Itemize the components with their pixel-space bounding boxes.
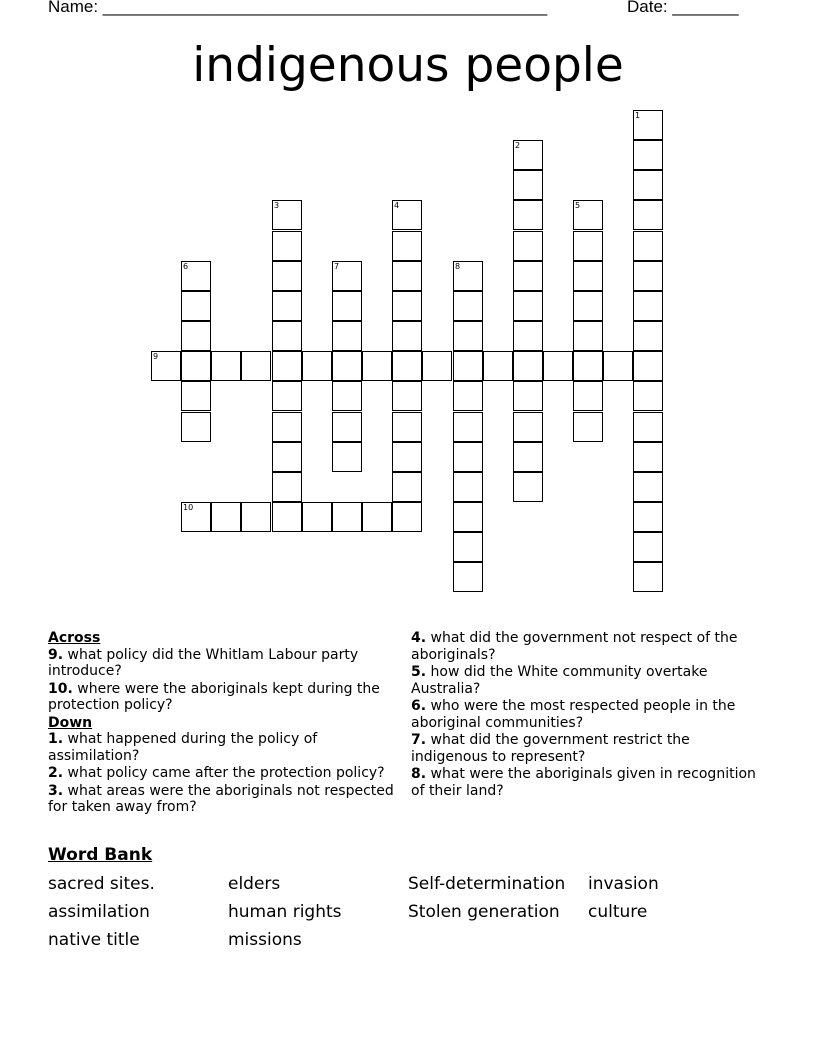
crossword-cell[interactable] xyxy=(392,200,422,230)
crossword-cell[interactable] xyxy=(332,442,362,472)
crossword-cell[interactable] xyxy=(513,261,543,291)
clue-number: 7. xyxy=(411,732,427,748)
crossword-cell[interactable] xyxy=(633,412,663,442)
crossword-cell[interactable] xyxy=(272,502,302,532)
crossword-cell[interactable] xyxy=(453,442,483,472)
crossword-cell[interactable] xyxy=(272,321,302,351)
word-bank-item: native title xyxy=(48,930,140,950)
crossword-cell[interactable] xyxy=(181,351,211,381)
crossword-cell[interactable] xyxy=(453,472,483,502)
word-bank-item: elders xyxy=(228,874,281,894)
clue-number: 2. xyxy=(48,765,64,781)
crossword-cell[interactable] xyxy=(181,381,211,411)
crossword-cell[interactable] xyxy=(362,502,392,532)
crossword-cell[interactable] xyxy=(573,321,603,351)
crossword-cell[interactable] xyxy=(272,231,302,261)
down-heading: Down xyxy=(48,714,93,731)
crossword-cell[interactable] xyxy=(332,412,362,442)
clue-number-label: 1 xyxy=(635,111,641,120)
across-heading: Across xyxy=(48,630,101,646)
crossword-cell[interactable] xyxy=(272,261,302,291)
clue-text: where were the aboriginals kept during the protection policy? xyxy=(48,680,380,713)
crossword-cell[interactable] xyxy=(633,351,663,381)
crossword-cell[interactable] xyxy=(633,170,663,200)
crossword-cell[interactable] xyxy=(392,412,422,442)
puzzle-title: indigenous people xyxy=(192,38,624,93)
crossword-cell[interactable] xyxy=(513,412,543,442)
word-bank-item: human rights xyxy=(228,902,342,922)
crossword-cell[interactable] xyxy=(272,381,302,411)
date-field[interactable]: Date: _______ xyxy=(627,0,739,16)
clue-text: who were the most respected people in the aboriginal communities? xyxy=(411,698,736,731)
crossword-cell[interactable] xyxy=(211,351,241,381)
crossword-cell[interactable] xyxy=(573,351,603,381)
crossword-cell[interactable] xyxy=(513,351,543,381)
crossword-cell[interactable] xyxy=(513,231,543,261)
crossword-cell[interactable] xyxy=(392,442,422,472)
crossword-cell[interactable] xyxy=(332,321,362,351)
crossword-cell[interactable] xyxy=(181,502,211,532)
crossword-cell[interactable] xyxy=(633,562,663,592)
crossword-cell[interactable] xyxy=(392,261,422,291)
crossword-cell[interactable] xyxy=(302,351,332,381)
clue-number-label: 7 xyxy=(334,262,340,271)
clue-text: what policy came after the protection policy? xyxy=(67,765,385,781)
clue-down-8 xyxy=(411,766,761,799)
crossword-cell[interactable] xyxy=(332,381,362,411)
crossword-cell[interactable] xyxy=(633,200,663,230)
crossword-cell[interactable] xyxy=(573,412,603,442)
crossword-cell[interactable] xyxy=(392,291,422,321)
crossword-cell[interactable] xyxy=(633,321,663,351)
crossword-cell[interactable] xyxy=(573,261,603,291)
crossword-cell[interactable] xyxy=(513,381,543,411)
clue-number: 8. xyxy=(411,766,427,782)
crossword-cell[interactable] xyxy=(633,140,663,170)
clue-number: 6. xyxy=(411,698,427,714)
crossword-cell[interactable] xyxy=(181,261,211,291)
clue-number-label: 3 xyxy=(274,201,280,210)
clue-number-label: 8 xyxy=(455,262,461,271)
clue-text: what did the government restrict the indigenous to represent? xyxy=(411,732,690,765)
clue-text: what areas were the aboriginals not respected for taken away from? xyxy=(48,782,394,815)
crossword-cell[interactable] xyxy=(513,472,543,502)
crossword-cell[interactable] xyxy=(543,351,573,381)
clues-left-column xyxy=(48,630,404,817)
crossword-cell[interactable] xyxy=(573,200,603,230)
clue-text: how did the White community overtake Australia? xyxy=(411,664,708,697)
crossword-cell[interactable] xyxy=(573,291,603,321)
crossword-cell[interactable] xyxy=(272,351,302,381)
crossword-cell[interactable] xyxy=(453,381,483,411)
crossword-cell[interactable] xyxy=(513,200,543,230)
word-bank-heading: Word Bank xyxy=(48,845,153,865)
crossword-cell[interactable] xyxy=(272,291,302,321)
clues-right-column xyxy=(411,630,761,800)
crossword-cell[interactable] xyxy=(392,321,422,351)
crossword-cell[interactable] xyxy=(181,412,211,442)
clue-down-3 xyxy=(48,783,404,816)
word-bank-item: culture xyxy=(588,902,648,922)
crossword-cell[interactable] xyxy=(392,231,422,261)
crossword-cell[interactable] xyxy=(392,351,422,381)
word-bank-item: assimilation xyxy=(48,902,150,922)
crossword-cell[interactable] xyxy=(211,502,241,532)
crossword-cell[interactable] xyxy=(332,261,362,291)
crossword-cell[interactable] xyxy=(362,351,392,381)
crossword-cell[interactable] xyxy=(272,412,302,442)
clue-number: 4. xyxy=(411,630,427,646)
crossword-cell[interactable] xyxy=(272,472,302,502)
clue-text: what were the aboriginals given in recognition of their land? xyxy=(411,766,756,799)
crossword-cell[interactable] xyxy=(272,200,302,230)
crossword-cell[interactable] xyxy=(633,472,663,502)
crossword-cell[interactable] xyxy=(513,442,543,472)
crossword-cell[interactable] xyxy=(332,351,362,381)
clue-number: 9. xyxy=(48,646,64,663)
crossword-cell[interactable] xyxy=(453,562,483,592)
clue-number-label: 10 xyxy=(183,503,194,512)
crossword-cell[interactable] xyxy=(633,291,663,321)
clue-number-label: 5 xyxy=(575,201,581,210)
clue-down-6 xyxy=(411,698,761,731)
crossword-cell[interactable] xyxy=(453,502,483,532)
crossword-cell[interactable] xyxy=(453,351,483,381)
crossword-cell[interactable] xyxy=(422,351,452,381)
word-bank-item: missions xyxy=(228,930,302,950)
crossword-cell[interactable] xyxy=(513,170,543,200)
crossword-cell[interactable] xyxy=(633,381,663,411)
crossword-cell[interactable] xyxy=(181,291,211,321)
crossword-cell[interactable] xyxy=(332,502,362,532)
crossword-cell[interactable] xyxy=(483,351,513,381)
clue-down-1 xyxy=(48,731,404,764)
crossword-cell[interactable] xyxy=(453,261,483,291)
crossword-cell[interactable] xyxy=(513,291,543,321)
crossword-cell[interactable] xyxy=(453,412,483,442)
crossword-cell[interactable] xyxy=(633,502,663,532)
crossword-cell[interactable] xyxy=(453,532,483,562)
crossword-cell[interactable] xyxy=(633,261,663,291)
clue-text: what did the government not respect of the aboriginals? xyxy=(411,630,738,663)
clue-number-label: 6 xyxy=(183,262,189,271)
clue-number: 10. xyxy=(48,680,73,697)
word-bank-item: Self-determination xyxy=(408,874,566,894)
clue-number-label: 2 xyxy=(515,141,521,150)
clue-text: what policy did the Whitlam Labour party introduce? xyxy=(48,646,359,679)
crossword-cell[interactable] xyxy=(573,231,603,261)
clue-across-10 xyxy=(48,681,404,714)
crossword-cell[interactable] xyxy=(392,502,422,532)
word-bank-item: invasion xyxy=(588,874,659,894)
crossword-cell[interactable] xyxy=(272,442,302,472)
crossword-cell[interactable] xyxy=(392,381,422,411)
crossword-cell[interactable] xyxy=(633,110,663,140)
crossword-cell[interactable] xyxy=(573,381,603,411)
word-bank-item: sacred sites. xyxy=(48,874,155,894)
crossword-cell[interactable] xyxy=(603,351,633,381)
crossword-cell[interactable] xyxy=(241,351,271,381)
clue-down-4 xyxy=(411,630,761,663)
clue-down-2 xyxy=(48,765,404,782)
crossword-cell[interactable] xyxy=(392,472,422,502)
clue-down-7 xyxy=(411,732,761,765)
crossword-cell[interactable] xyxy=(633,231,663,261)
crossword-cell[interactable] xyxy=(181,321,211,351)
crossword-cell[interactable] xyxy=(513,321,543,351)
clue-number-label: 9 xyxy=(153,352,159,361)
crossword-cell[interactable] xyxy=(241,502,271,532)
clue-number: 1. xyxy=(48,731,64,747)
crossword-cell[interactable] xyxy=(453,321,483,351)
crossword-cell[interactable] xyxy=(633,532,663,562)
crossword-cell[interactable] xyxy=(151,351,181,381)
crossword-cell[interactable] xyxy=(302,502,332,532)
crossword-cell[interactable] xyxy=(513,140,543,170)
name-field[interactable]: Name: _______________________________________________ xyxy=(48,0,548,16)
crossword-cell[interactable] xyxy=(332,291,362,321)
clue-text: what happened during the policy of assimilation? xyxy=(48,731,318,764)
clue-down-5 xyxy=(411,664,761,697)
crossword-cell[interactable] xyxy=(453,291,483,321)
clue-number: 3. xyxy=(48,782,64,799)
clue-number: 5. xyxy=(411,664,427,680)
word-bank-item: Stolen generation xyxy=(408,902,560,922)
crossword-cell[interactable] xyxy=(633,442,663,472)
clue-across-9 xyxy=(48,647,404,680)
clue-number-label: 4 xyxy=(394,201,400,210)
